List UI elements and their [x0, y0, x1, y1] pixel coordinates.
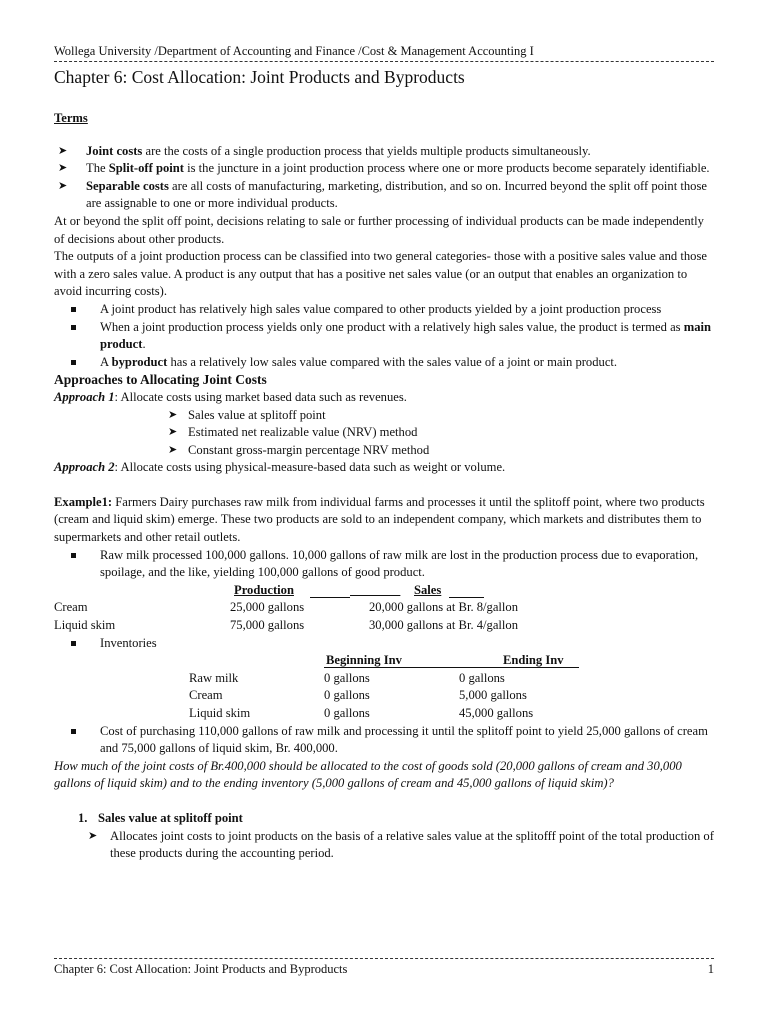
method-text: Sales value at splitoff point	[188, 407, 326, 422]
bullet-post: has a relatively low sales value compared with the sales value of a joint or main product.	[167, 354, 618, 369]
column-header: Beginning Inv	[326, 653, 402, 668]
header-underline	[310, 582, 350, 598]
example-paragraph	[54, 494, 714, 547]
bullet-text: Raw milk processed 100,000 gallons. 10,000 gallons of raw milk are lost in the production process due to evaporation, spoilage, and the like, yielding 100,000 gallons of good product.	[100, 547, 699, 580]
bullet-post: .	[142, 337, 146, 352]
method-text: Estimated net realizable value (NRV) method	[188, 425, 418, 440]
table-header-row	[54, 652, 714, 670]
bullet-inventories	[54, 635, 714, 653]
table-cell: 0 gallons	[324, 706, 370, 720]
example-text: Farmers Dairy purchases raw milk from individual farms and processes it until the splitoff point, where two products (cream and liquid skim) emerge. These two products are sold to an independent company, which markets and distributes them to supermarkets and other retail outlets.	[54, 494, 705, 545]
running-footer	[54, 962, 714, 977]
term-name: Joint costs	[86, 143, 143, 158]
arrow-bullet-icon: ➤	[58, 144, 68, 157]
question-text: How much of the joint costs of Br.400,000 should be allocated to the cost of goods sold (20,000 gallons of cream and 30,000 gallons of liquid skim) and to the ending inventory (5,000 gallons of cream and 45,000 gallons of liquid skim)?	[54, 758, 682, 791]
column-header-gap	[350, 582, 400, 600]
table-cell: 0 gallons	[324, 670, 370, 685]
header-underline	[449, 582, 484, 598]
approach-text: : Allocate costs using market based data such as revenues.	[114, 389, 407, 404]
method-1-description	[54, 828, 714, 863]
production-sales-table	[54, 582, 714, 635]
table-cell: 0 gallons	[324, 688, 370, 703]
term-separable-costs	[54, 178, 714, 213]
approach-label: Approach 2	[54, 460, 115, 475]
table-row	[54, 617, 714, 635]
arrow-bullet-icon: ➤	[88, 829, 98, 842]
term-text: are the costs of a single production process that yields multiple products simultaneously.	[142, 143, 591, 158]
table-row	[54, 705, 714, 723]
arrow-bullet-icon: ➤	[168, 426, 178, 439]
arrow-bullet-icon: ➤	[168, 408, 178, 421]
table-cell: Liquid skim	[189, 706, 251, 720]
paragraph-split-off: At or beyond the split off point, decisions relating to sale or further processing of individual products can be made independently of decisions about other products.	[54, 213, 704, 246]
arrow-bullet-icon: ➤	[58, 179, 68, 192]
approach-text: : Allocate costs using physical-measure-based data such as weight or volume.	[114, 460, 506, 475]
running-header: Wollega University /Department of Accounting and Finance /Cost & Management Accounting I	[54, 44, 714, 62]
square-bullet-icon	[71, 641, 76, 646]
list-number: 1.	[78, 810, 88, 825]
table-cell: 75,000 gallons	[230, 618, 305, 633]
square-bullet-icon	[71, 360, 76, 365]
square-bullet-icon	[71, 325, 76, 330]
term-text: are all costs of manufacturing, marketing, distribution, and so on. Incurred beyond the split off point those are assignable to one or more individual products.	[86, 178, 707, 211]
table-cell: 30,000 gallons at Br. 4/gallon	[369, 618, 519, 633]
bullet-main-product	[54, 319, 714, 354]
page-number: 1	[707, 962, 714, 976]
bullet-text: When a joint production process yields only one product with a relatively high sales value, the product is termed as	[100, 319, 684, 334]
table-cell: 0 gallons	[459, 670, 505, 685]
table-cell: 45,000 gallons	[459, 706, 534, 720]
square-bullet-icon	[71, 553, 76, 558]
term-name: Split-off point	[108, 161, 184, 176]
arrow-bullet-icon: ➤	[58, 162, 68, 175]
bullet-raw-milk	[54, 547, 714, 582]
chapter-title: Chapter 6: Cost Allocation: Joint Products and Byproducts	[54, 67, 465, 87]
bullet-bold: byproduct	[111, 354, 168, 369]
table-cell: 20,000 gallons at Br. 8/gallon	[369, 600, 519, 615]
approach-1	[54, 389, 714, 407]
table-row	[54, 670, 714, 688]
column-header: Ending Inv	[503, 653, 564, 668]
bullet-byproduct	[54, 354, 714, 372]
method-desc-text: Allocates joint costs to joint products on the basis of a relative sales value at the splitofff point of the total production of these products during the accounting period.	[110, 828, 714, 861]
method-title: Sales value at splitoff point	[98, 810, 243, 825]
table-cell: Cream	[54, 600, 88, 615]
method-item	[54, 442, 714, 460]
term-split-off-point	[54, 160, 714, 178]
square-bullet-icon	[71, 729, 76, 734]
bullet-cost-purchasing	[54, 723, 714, 758]
table-cell: 5,000 gallons	[459, 688, 527, 703]
table-cell: Cream	[189, 688, 223, 703]
approach-2	[54, 459, 714, 477]
method-item	[54, 407, 714, 425]
method-text: Constant gross-margin percentage NRV method	[188, 442, 430, 457]
term-joint-costs	[54, 143, 714, 161]
example-label: Example1:	[54, 494, 113, 509]
method-1-heading	[54, 810, 714, 828]
bullet-text: A	[100, 354, 112, 369]
table-header-row	[54, 582, 714, 600]
table-row	[54, 687, 714, 705]
column-header: Production	[234, 582, 294, 597]
footer-text: Chapter 6: Cost Allocation: Joint Products and Byproducts	[54, 962, 348, 976]
document-page	[54, 0, 714, 1024]
inventories-table	[54, 652, 714, 722]
bullet-joint-product	[54, 301, 714, 319]
column-header: Sales	[414, 582, 442, 597]
table-row	[54, 599, 714, 617]
term-name: Separable costs	[86, 178, 169, 193]
paragraph-outputs: The outputs of a joint production process can be classified into two general categories- those with a positive sales value and those with a zero sales value. A product is any output that has a positive net sales value (or an output that enables an organization to avoid incurring costs).	[54, 249, 707, 299]
document-body	[54, 110, 714, 863]
terms-heading: Terms	[54, 111, 88, 125]
footer-divider	[54, 958, 714, 959]
bullet-text: A joint product has relatively high sales value compared to other products yielded by a joint production process	[100, 301, 662, 316]
term-pre: The	[86, 161, 109, 176]
bullet-text: Cost of purchasing 110,000 gallons of raw milk and processing it until the splitoff point to yield 25,000 gallons of cream and 75,000 gallons of liquid skim, Br. 400,000.	[100, 723, 708, 756]
approach-label: Approach 1	[54, 389, 115, 404]
arrow-bullet-icon: ➤	[168, 443, 178, 456]
square-bullet-icon	[71, 307, 76, 312]
method-item	[54, 424, 714, 442]
table-cell: 25,000 gallons	[230, 600, 305, 615]
approaches-heading: Approaches to Allocating Joint Costs	[54, 372, 267, 388]
bullet-bold: main product	[100, 319, 712, 352]
table-cell: Raw milk	[189, 670, 239, 685]
term-text: is the juncture in a joint production process where one or more products become separately identifiable.	[183, 161, 710, 176]
bullet-text: Inventories	[100, 635, 157, 650]
table-cell: Liquid skim	[54, 618, 116, 633]
